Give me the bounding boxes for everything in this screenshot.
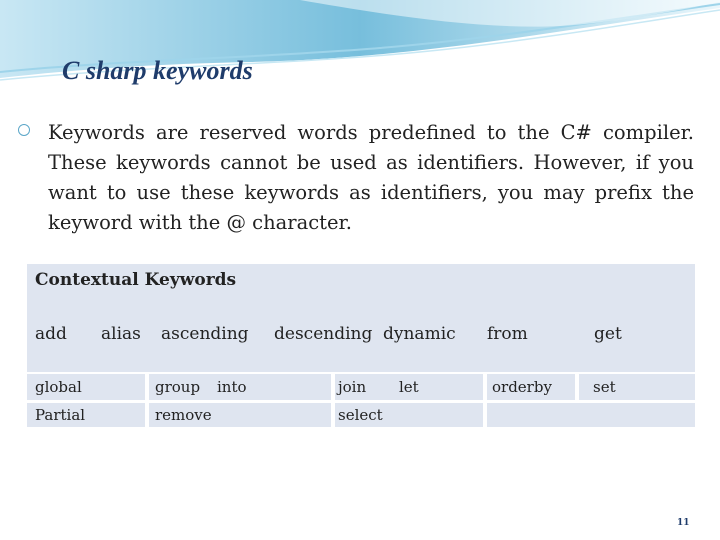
table-cell: remove xyxy=(155,406,212,424)
table-cell: let xyxy=(399,378,419,396)
bullet-text: Keywords are reserved words predefined to the C# compiler. These keywords cannot be used as identifiers. However, if you want to use these keywords as identifiers, you may prefix the keyword with the @ character. xyxy=(48,121,694,234)
table-header-label: Contextual Keywords xyxy=(35,270,237,290)
table-cell: set xyxy=(593,378,616,396)
circle-bullet-icon xyxy=(18,124,30,136)
table-cell: dynamic xyxy=(383,324,456,344)
table-cell: select xyxy=(338,406,383,424)
table-cell: Partial xyxy=(35,406,86,424)
table-cell: alias xyxy=(101,324,141,344)
table-cell: from xyxy=(487,324,528,344)
table-cell-bg xyxy=(487,403,695,427)
slide-title: C sharp keywords xyxy=(62,56,253,85)
table-cell: into xyxy=(217,378,247,396)
table-cell: add xyxy=(35,324,67,344)
table-cell: global xyxy=(35,378,82,396)
table-cell: group xyxy=(155,378,201,396)
page-number: 11 xyxy=(677,518,690,528)
table-cell: ascending xyxy=(161,324,249,344)
table-cell: descending xyxy=(274,324,373,344)
table-cell: join xyxy=(338,378,367,396)
table-cell: orderby xyxy=(492,378,552,396)
table-cell: get xyxy=(594,324,622,344)
